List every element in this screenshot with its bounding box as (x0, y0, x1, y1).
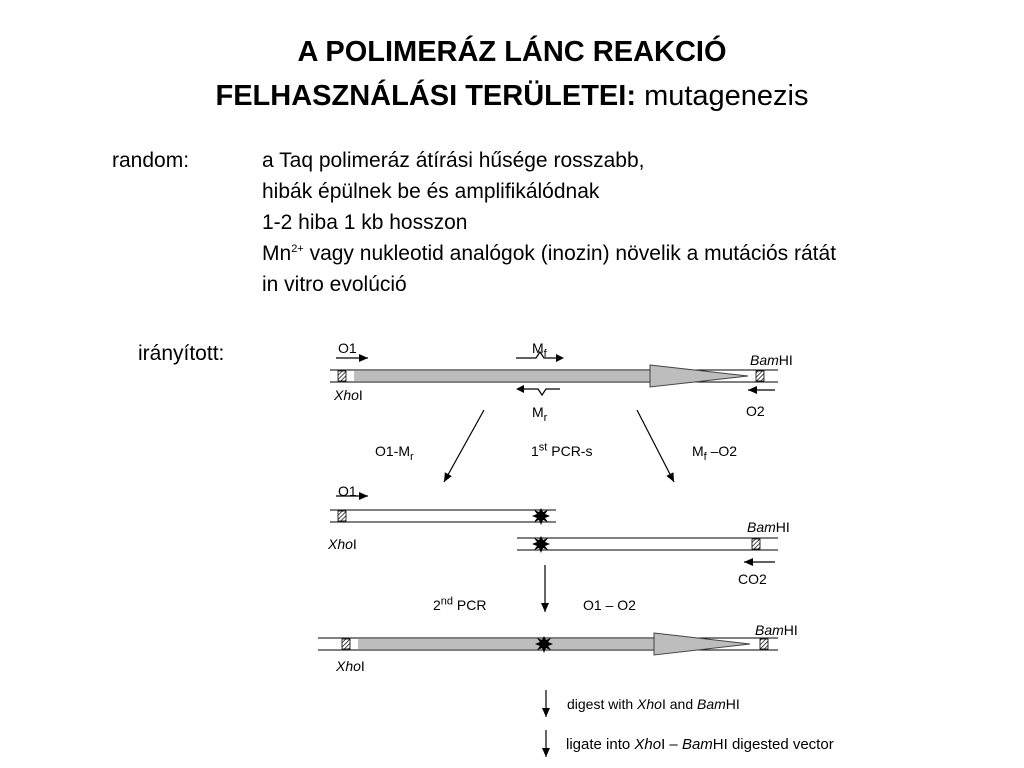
arrow-to-right-product (637, 410, 674, 482)
bam-italic-3: Bam (755, 622, 784, 638)
second-pcr-sup: nd (440, 595, 454, 608)
step-ligate (566, 737, 834, 753)
ligate-bam-rest: HI (712, 736, 728, 753)
random-line-3: 1-2 hiba 1 kb hosszon (262, 211, 468, 234)
xho-rest: I (358, 387, 363, 403)
mf-base: M (532, 340, 544, 356)
xhoi-site (338, 371, 346, 381)
random-line-1: a Taq polimeráz átírási hűsége rosszabb, (262, 149, 645, 172)
first-pcr-sup: st (538, 441, 548, 454)
first-pcr-rest: PCR-s (547, 443, 593, 459)
mn-text: Mn (262, 242, 292, 265)
title-bold: FELHASZNÁLÁSI TERÜLETEI: (215, 80, 636, 112)
o1mr-sub: r (410, 450, 414, 463)
random-line-2: hibák épülnek be és amplifikálódnak (262, 180, 600, 203)
label-o1-o2: O1 – O2 (583, 597, 636, 613)
bam-rest-2: HI (775, 519, 790, 535)
xho-italic-2: Xho (328, 536, 353, 552)
label-bamhi-3 (755, 622, 798, 638)
label-o1-mr (375, 443, 414, 463)
mfo2-rest: –O2 (706, 443, 738, 459)
directed-label: irányított: (138, 342, 225, 365)
label-xhoi-2 (328, 536, 357, 552)
label-mf-o2 (692, 443, 738, 463)
mn-rest: vagy nukleotid analógok (inozin) növelik a mutációs rátát (303, 242, 837, 265)
product-mf-o2 (517, 536, 778, 553)
digest-a: digest with (567, 696, 638, 712)
mfo2-sub: f (703, 450, 707, 463)
label-bamhi-1 (750, 352, 793, 368)
label-second-pcr (433, 597, 487, 613)
primer-mr-arrow (518, 389, 560, 395)
ligate-xho-italic: Xho (634, 736, 662, 753)
bamhi-site (756, 371, 764, 381)
bam-rest-3: HI (783, 622, 798, 638)
second-pcr-rest: PCR (453, 597, 487, 613)
mfo2-base: M (692, 443, 704, 459)
digest-b: and (665, 696, 697, 712)
label-o1: O1 (338, 340, 357, 356)
label-o1-2: O1 (338, 483, 357, 499)
label-bamhi-2 (747, 519, 790, 535)
digest-xho-italic: Xho (637, 696, 662, 712)
product-o1-mr (330, 508, 556, 525)
mr-sub: r (543, 411, 548, 424)
bam-italic-2: Bam (747, 519, 776, 535)
ligate-bam-italic: Bam (681, 736, 713, 753)
label-o2: O2 (746, 403, 765, 419)
digest-bam-rest: HI (725, 696, 740, 712)
xho-italic-3: Xho (336, 658, 361, 674)
random-line-5: in vitro evolúció (262, 273, 407, 296)
label-xhoi-1 (334, 387, 363, 403)
ligate-c: digested vector (727, 736, 834, 753)
ligate-b: – (665, 736, 682, 753)
xho-rest-2: I (352, 536, 357, 552)
xho-italic: Xho (334, 387, 359, 403)
step-digest (567, 696, 740, 712)
first-pcr-base: 1 (531, 443, 539, 459)
label-mr (532, 404, 548, 424)
label-mf (532, 340, 547, 360)
mn-charge: 2+ (291, 243, 304, 255)
title-subtitle: mutagenezis (644, 80, 809, 112)
digest-bam-italic: Bam (697, 696, 726, 712)
title-line-1: A POLIMERÁZ LÁNC REAKCIÓ (297, 36, 727, 68)
second-pcr-base: 2 (433, 597, 441, 613)
o1mr-base: O1-M (375, 443, 410, 459)
final-product-dna (318, 633, 778, 655)
ligate-a: ligate into (566, 736, 635, 753)
bam-italic: Bam (750, 352, 779, 368)
label-co2: CO2 (738, 571, 767, 587)
label-first-pcr (531, 443, 592, 459)
mf-sub: f (543, 347, 547, 360)
label-xhoi-3 (336, 658, 365, 674)
arrow-to-left-product (444, 410, 484, 482)
xho-rest-3: I (360, 658, 365, 674)
template-dna (330, 365, 778, 387)
mr-base: M (532, 404, 544, 420)
random-label: random: (112, 149, 190, 172)
bam-rest: HI (778, 352, 793, 368)
ligate-xho-rest: I (661, 736, 666, 753)
digest-xho-rest: I (661, 696, 666, 712)
